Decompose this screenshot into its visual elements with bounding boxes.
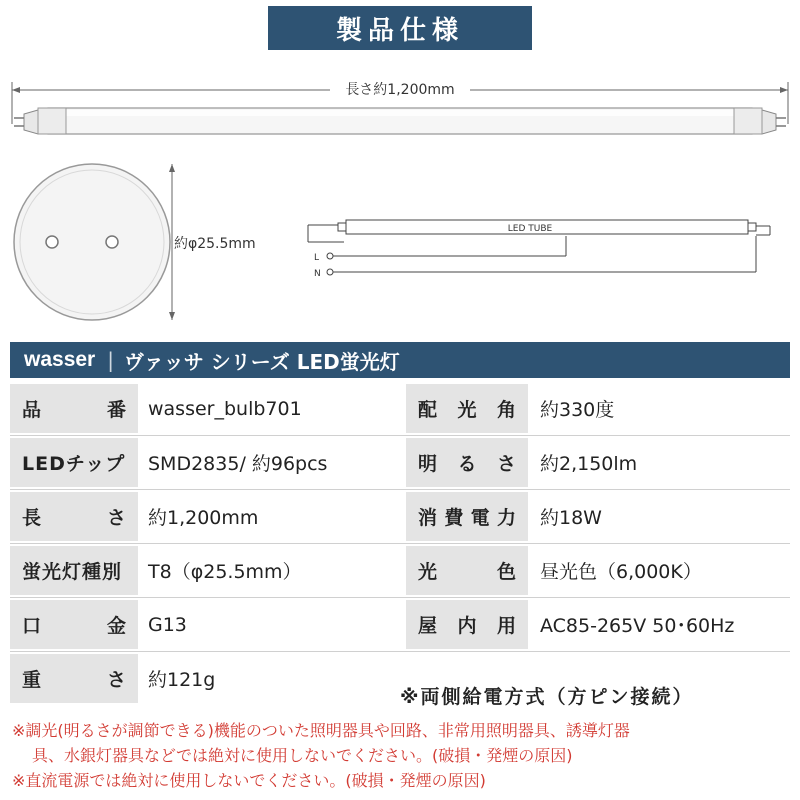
power-method-note: ※両側給電方式（方ピン接続） <box>400 686 694 708</box>
spec-label: LEDチップ <box>22 453 126 475</box>
spec-label: 屋 内 用 <box>418 615 516 637</box>
caution-line: ※調光(明るさが調節できる)機能のついた照明器具や回路、非常用照明器具、誘導灯器 <box>12 721 630 740</box>
spec-row <box>10 492 790 541</box>
product-diagram <box>0 60 800 330</box>
spec-row <box>10 438 790 487</box>
row-divider <box>10 651 790 652</box>
spec-value: T8（φ25.5mm） <box>148 561 302 583</box>
spec-row <box>10 384 790 433</box>
diameter-label: 約φ25.5mm <box>174 236 256 252</box>
spec-value: 約2,150lm <box>540 453 638 475</box>
spec-label: 明 る さ <box>418 453 516 475</box>
spec-label: 口 金 <box>22 615 126 637</box>
tube-label: LED TUBE <box>507 224 553 234</box>
caution-notes <box>12 718 790 793</box>
row-divider <box>10 435 790 436</box>
spec-label: 光 色 <box>418 561 516 583</box>
spec-row <box>10 546 790 595</box>
spec-row <box>10 600 790 649</box>
spec-value: AC85-265V 50･60Hz <box>540 615 735 637</box>
page-title: 製品仕様 <box>268 6 532 50</box>
spec-label: 配 光 角 <box>418 399 516 421</box>
spec-value: 約330度 <box>540 399 615 421</box>
wire-n-label: N <box>314 269 321 279</box>
series-name: ヴァッサ シリーズ LED蛍光灯 <box>123 349 400 374</box>
brand-name: wasser <box>24 348 96 371</box>
spec-value: 昼光色（6,000K） <box>540 561 702 583</box>
length-label: 長さ約1,200mm <box>345 82 455 98</box>
led-tube-side-view <box>14 108 786 134</box>
spec-label: 消 費 電 力 <box>418 507 516 529</box>
spec-value: SMD2835/ 約96pcs <box>148 453 328 475</box>
spec-value: 約1,200mm <box>148 507 259 529</box>
end-cap-view <box>14 164 170 320</box>
caution-line: ※直流電源では絶対に使用しないでください。(破損・発煙の原因) <box>12 771 486 790</box>
series-header <box>10 342 790 378</box>
divider: | <box>107 348 114 372</box>
spec-value: G13 <box>148 613 187 636</box>
row-divider <box>10 489 790 490</box>
spec-value: wasser_bulb701 <box>148 397 302 420</box>
wire-l-label: L <box>314 253 320 263</box>
spec-label: 長 さ <box>22 507 126 529</box>
spec-label: 蛍光灯種別 <box>22 561 123 583</box>
spec-label: 重 さ <box>22 669 126 691</box>
spec-label: 品 番 <box>22 399 126 421</box>
spec-value: 約18W <box>540 507 602 529</box>
row-divider <box>10 597 790 598</box>
row-divider <box>10 543 790 544</box>
spec-value: 約121g <box>148 669 216 691</box>
caution-line: 具、水銀灯器具などでは絶対に使用しないでください。(破損・発煙の原因) <box>32 746 573 765</box>
